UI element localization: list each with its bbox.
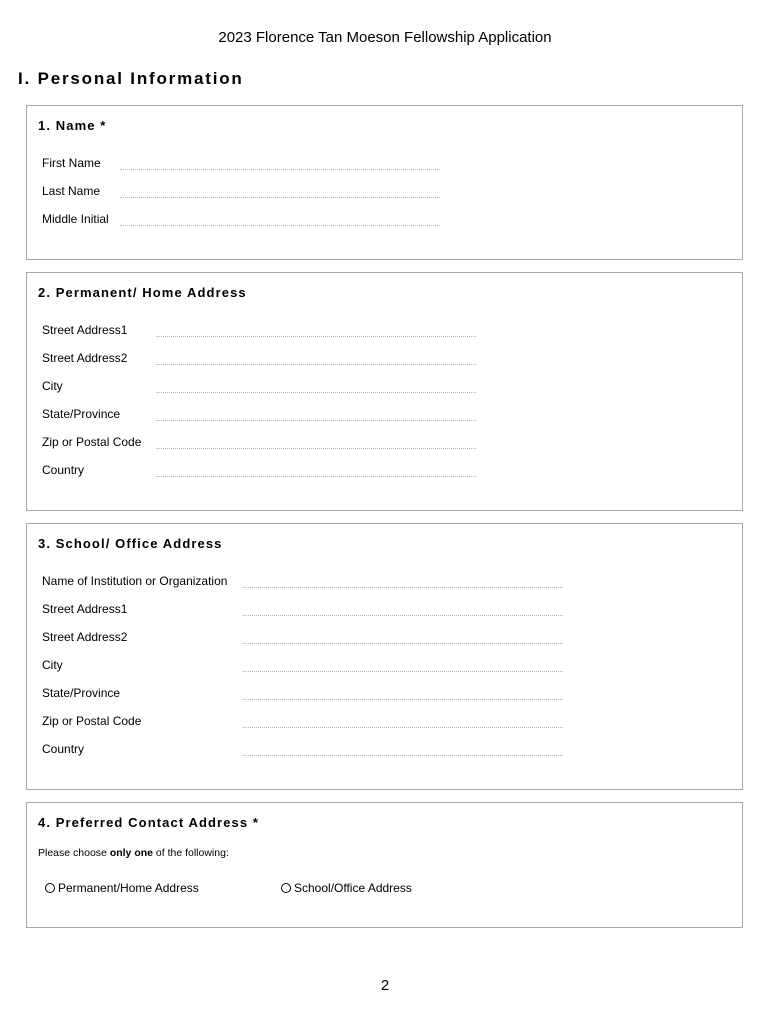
document-title: 2023 Florence Tan Moeson Fellowship Application bbox=[218, 29, 552, 46]
office-street-address1-input[interactable] bbox=[243, 615, 563, 616]
radio-home-address[interactable] bbox=[45, 881, 199, 895]
field-label: City bbox=[42, 379, 63, 393]
office-address-section bbox=[26, 523, 743, 790]
contact-preference-section bbox=[26, 802, 743, 928]
last-name-input[interactable] bbox=[120, 197, 440, 198]
field-label: Zip or Postal Code bbox=[42, 714, 142, 728]
field-label: Street Address2 bbox=[42, 351, 128, 365]
field-label: Middle Initial bbox=[42, 212, 109, 226]
office-institution-input[interactable] bbox=[243, 587, 563, 588]
radio-office-address[interactable] bbox=[281, 881, 412, 895]
field-label: Street Address2 bbox=[42, 630, 128, 644]
home-country-input[interactable] bbox=[156, 476, 476, 477]
home-zip-input[interactable] bbox=[156, 448, 476, 449]
field-label: Last Name bbox=[42, 184, 101, 198]
home-street-address1-input[interactable] bbox=[156, 336, 476, 337]
radio-label: Permanent/Home Address bbox=[58, 881, 199, 895]
home-state-input[interactable] bbox=[156, 420, 476, 421]
field-label: Name of Institution or Organization bbox=[42, 574, 228, 588]
office-state-input[interactable] bbox=[243, 699, 563, 700]
office-city-input[interactable] bbox=[243, 671, 563, 672]
field-label: Zip or Postal Code bbox=[42, 435, 142, 449]
office-country-input[interactable] bbox=[243, 755, 563, 756]
instruction-suffix: of the following: bbox=[152, 847, 229, 859]
name-section-title: 1. Name * bbox=[38, 118, 107, 133]
field-label: State/Province bbox=[42, 407, 121, 421]
field-label: Country bbox=[42, 742, 85, 756]
name-section bbox=[26, 105, 743, 260]
home-address-section bbox=[26, 272, 743, 511]
first-name-input[interactable] bbox=[120, 169, 440, 170]
radio-label: School/Office Address bbox=[294, 881, 412, 895]
field-label: Street Address1 bbox=[42, 602, 128, 616]
field-label: Country bbox=[42, 463, 85, 477]
radio-circle-icon[interactable] bbox=[281, 883, 291, 893]
home-city-input[interactable] bbox=[156, 392, 476, 393]
office-street-address2-input[interactable] bbox=[243, 643, 563, 644]
contact-instruction bbox=[38, 847, 229, 859]
instruction-emphasis: only one bbox=[109, 847, 153, 859]
radio-circle-icon[interactable] bbox=[45, 883, 55, 893]
field-label: City bbox=[42, 658, 63, 672]
home-street-address2-input[interactable] bbox=[156, 364, 476, 365]
field-label: Street Address1 bbox=[42, 323, 128, 337]
home-address-section-title: 2. Permanent/ Home Address bbox=[38, 285, 247, 300]
field-label: First Name bbox=[42, 156, 101, 170]
section-heading: I. Personal Information bbox=[18, 69, 244, 88]
instruction-prefix: Please choose bbox=[38, 847, 110, 859]
page-number: 2 bbox=[380, 977, 390, 994]
office-address-section-title: 3. School/ Office Address bbox=[38, 536, 223, 551]
office-zip-input[interactable] bbox=[243, 727, 563, 728]
middle-initial-input[interactable] bbox=[120, 225, 440, 226]
contact-preference-section-title: 4. Preferred Contact Address * bbox=[38, 815, 260, 830]
field-label: State/Province bbox=[42, 686, 121, 700]
